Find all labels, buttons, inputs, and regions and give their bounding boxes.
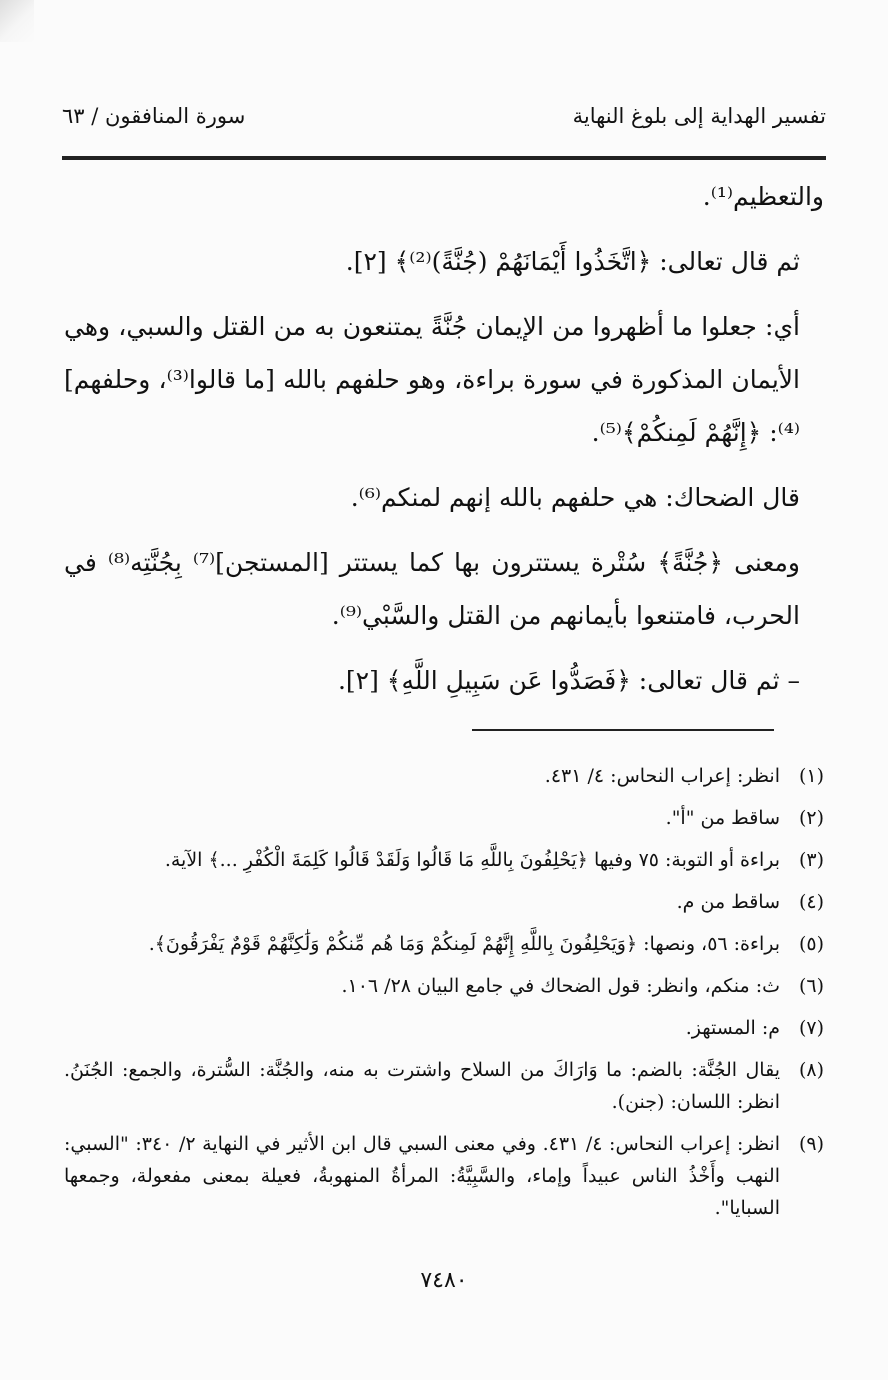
footnote-text: يقال الجُنَّة: بالضم: ما وَارَاكَ من السلاح واشترت به منه، والجُنَّة: السُّترة، والجمع: الجُنَنُ. انظر: اللسان: (جنن).: [64, 1059, 780, 1113]
footnote-3: [64, 844, 824, 876]
footnote-5: [64, 928, 824, 960]
footnote-number: (٥): [798, 933, 824, 955]
surah-title: سورة المنافقون / ٦٣: [62, 104, 246, 128]
scan-corner-mark: [0, 0, 34, 42]
paragraph-6: – ثم قال تعالى: ﴿فَصَدُّوا عَن سَبِيلِ اللَّهِ﴾ [٢].: [337, 666, 800, 695]
paragraph-3: أي: جعلوا ما أظهروا من الإيمان جُنَّةً يمتنعون به من القتل والسبي، وهي الأيمان المذكورة في سورة براءة، وهو حلفهم بالله [ما قالوا⁽³⁾، وحلفهم]⁽⁴⁾: ﴿إِنَّهُمْ لَمِنكُمْ﴾⁽⁵⁾.: [64, 312, 800, 447]
footnote-text: م: المستهز.: [685, 1017, 780, 1039]
footnote-number: (٨): [798, 1059, 824, 1081]
footnote-2: [64, 802, 824, 834]
footnote-8: [64, 1054, 824, 1118]
footnote-text: ساقط من م.: [676, 891, 780, 913]
page-header: [62, 98, 826, 160]
footnote-number: (٣): [798, 849, 824, 871]
footnote-number: (٩): [798, 1133, 824, 1155]
footnote-text: ث: منكم، وانظر: قول الضحاك في جامع البيان ٢٨/ ١٠٦.: [341, 975, 780, 997]
footnote-number: (٢): [798, 807, 824, 829]
footnote-1: [64, 760, 824, 792]
footnote-text: انظر: إعراب النحاس: ٤/ ٤٣١. وفي معنى السبي قال ابن الأثير في النهاية ٢/ ٣٤٠: "السبي: النهب وأَخْذُ الناس عبيداً وإماء، والسَّبِيَّةُ: المرأةُ المنهوبةُ، فعيلة بمعنى مفعولة، وجمعها السبايا".: [64, 1133, 780, 1219]
paragraph-4: قال الضحاك: هي حلفهم بالله إنهم لمنكم⁽⁶⁾.: [350, 483, 800, 512]
footnote-6: [64, 970, 824, 1002]
main-text: [64, 170, 824, 707]
paragraph-5: ومعنى ﴿جُنَّةً﴾ سُتْرة يستترون بها كما يستتر [المستجن]⁽⁷⁾ بِجُنَّتِه⁽⁸⁾ في الحرب، فامتنعوا بأيمانهم من القتل والسَّبْي⁽⁹⁾.: [64, 548, 800, 630]
footnote-separator: [472, 729, 774, 731]
footnote-7: [64, 1012, 824, 1044]
footnote-number: (٧): [798, 1017, 824, 1039]
page-number: ٧٤٨٠: [420, 1268, 468, 1293]
footnote-9: [64, 1128, 824, 1224]
paragraph-1: والتعظيم⁽¹⁾.: [702, 182, 824, 211]
footnote-number: (٦): [798, 975, 824, 997]
footnote-text: انظر: إعراب النحاس: ٤/ ٤٣١.: [544, 765, 780, 787]
footnote-text: براءة: ٥٦، ونصها: ﴿وَيَحْلِفُونَ بِاللَّهِ إِنَّهُمْ لَمِنكُمْ وَمَا هُم مِّنكُمْ وَلَٰكِنَّهُمْ قَوْمٌ يَفْرَقُونَ﴾.: [148, 933, 780, 955]
book-title: تفسير الهداية إلى بلوغ النهاية: [572, 104, 826, 128]
paragraph-2: ثم قال تعالى: ﴿اتَّخَذُوا أَيْمَانَهُمْ (جُنَّةً)⁽²⁾﴾ [٢].: [345, 247, 800, 276]
footnotes: [64, 760, 824, 1234]
footnote-number: (١): [798, 765, 824, 787]
footnote-text: براءة أو التوبة: ٧٥ وفيها ﴿يَحْلِفُونَ بِاللَّهِ مَا قَالُوا وَلَقَدْ قَالُوا كَلِمَةَ الْكُفْرِ ...﴾ الآية.: [164, 849, 780, 871]
footnote-4: [64, 886, 824, 918]
footnote-text: ساقط من "أ".: [665, 807, 780, 829]
footnote-number: (٤): [798, 891, 824, 913]
